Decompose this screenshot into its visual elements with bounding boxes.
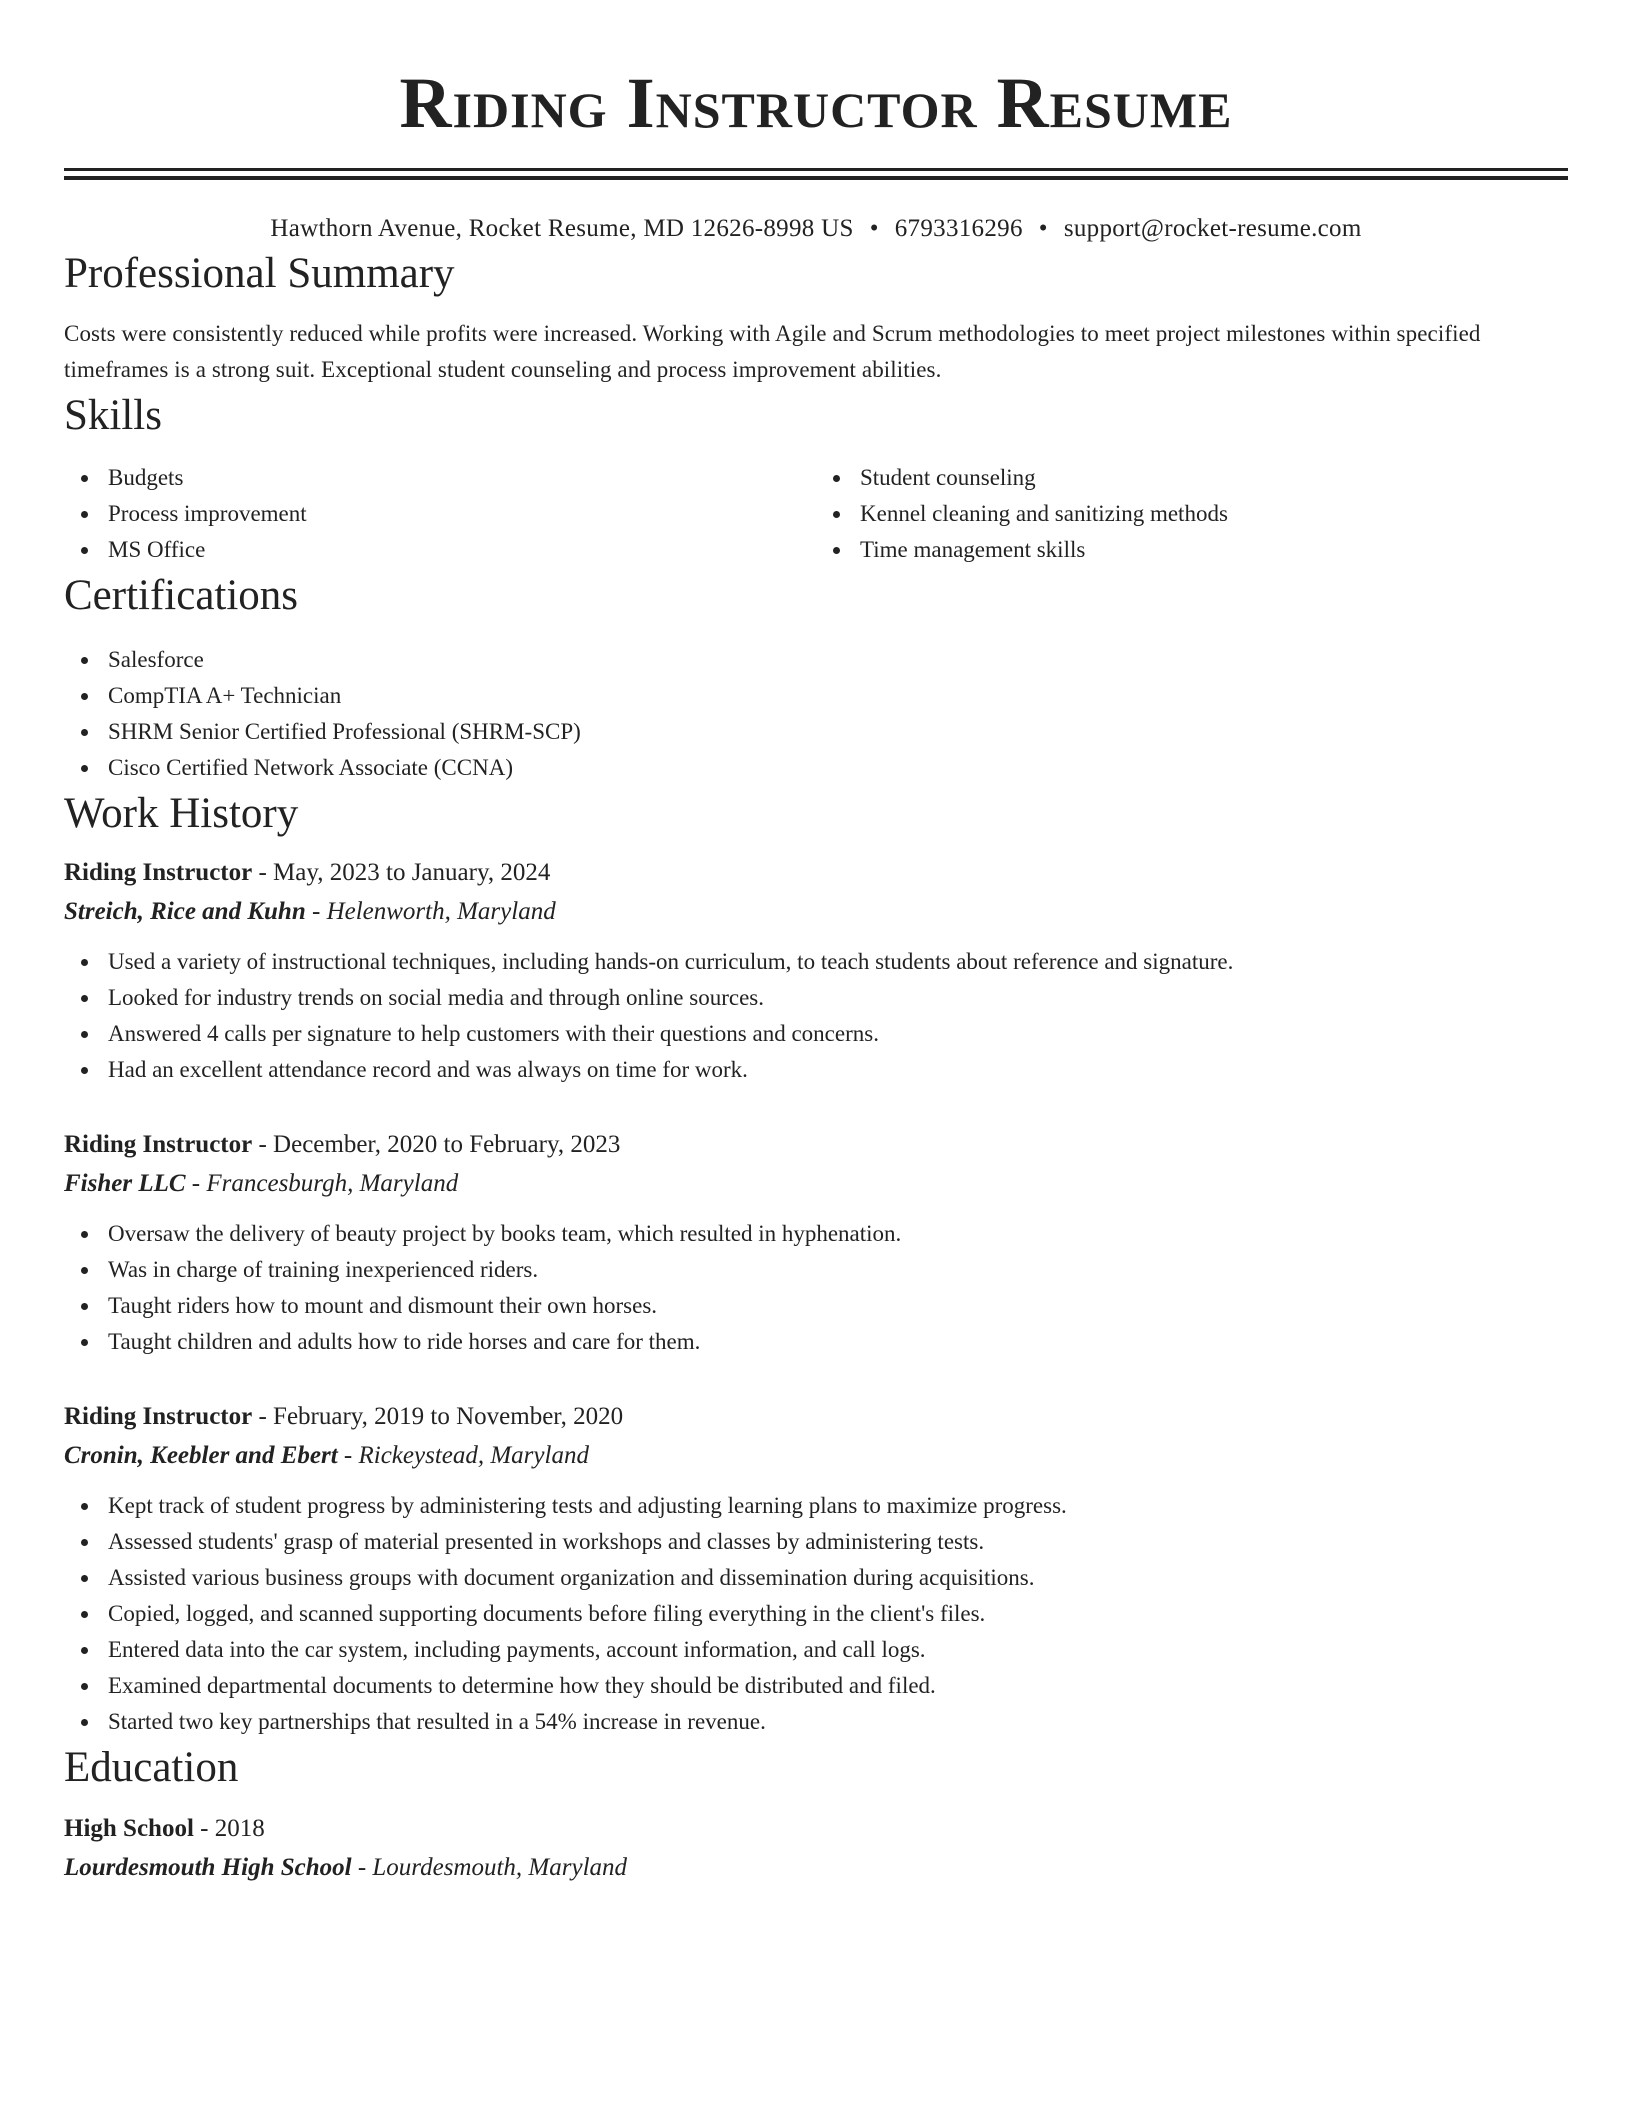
skills-list-left (64, 460, 816, 568)
job-dash: - (337, 1442, 359, 1469)
education-school: Lourdesmouth High School (64, 1854, 352, 1881)
skills-grid (64, 460, 1568, 568)
skills-list-right (816, 460, 1568, 568)
job-bullet: Was in charge of training inexperienced riders. (108, 1252, 1568, 1288)
education-dash: - (193, 1815, 215, 1842)
job-company: Streich, Rice and Kuhn (64, 898, 306, 925)
job-dates: February, 2019 to November, 2020 (273, 1403, 624, 1430)
job-dates: May, 2023 to January, 2024 (273, 859, 551, 886)
contact-line (64, 212, 1568, 246)
certifications-list (64, 642, 1568, 786)
job-location: Rickeystead, Maryland (358, 1442, 589, 1469)
job-title-line (64, 854, 1568, 892)
job-bullet: Taught riders how to mount and dismount their own horses. (108, 1288, 1568, 1324)
job-entry (64, 1398, 1568, 1740)
job-bullet: Used a variety of instructional techniques, including hands-on curriculum, to teach students about reference and signature. (108, 944, 1568, 980)
job-dash: - (185, 1170, 207, 1197)
education-dash: - (351, 1854, 373, 1881)
job-bullet: Taught children and adults how to ride horses and care for them. (108, 1324, 1568, 1360)
job-bullets (64, 944, 1568, 1088)
job-title: Riding Instructor (64, 1131, 253, 1158)
job-company: Fisher LLC (64, 1170, 186, 1197)
summary-text: Costs were consistently reduced while profits were increased. Working with Agile and Scrum methodologies to meet project milestones within specified timeframes is a strong suit. Exceptional student counseling and process improvement abilities. (64, 321, 1481, 382)
job-title: Riding Instructor (64, 859, 253, 886)
education-school-line (64, 1848, 1568, 1888)
job-bullet: Had an excellent attendance record and was always on time for work. (108, 1052, 1568, 1088)
job-dash: - (305, 898, 327, 925)
job-dash: - (252, 1403, 274, 1430)
job-bullet: Answered 4 calls per signature to help customers with their questions and concerns. (108, 1016, 1568, 1052)
title-divider (64, 168, 1568, 180)
education-heading: Education (64, 1744, 239, 1791)
job-bullet: Copied, logged, and scanned supporting documents before filing everything in the client's files. (108, 1596, 1568, 1632)
job-bullet: Entered data into the car system, including payments, account information, and call logs. (108, 1632, 1568, 1668)
education-year: 2018 (214, 1815, 265, 1842)
skill-item: Time management skills (860, 532, 1568, 568)
job-company-line (64, 1164, 1568, 1204)
skill-item: Kennel cleaning and sanitizing methods (860, 496, 1568, 532)
certification-item: Cisco Certified Network Associate (CCNA) (108, 750, 1568, 786)
job-bullet: Oversaw the delivery of beauty project by books team, which resulted in hyphenation. (108, 1216, 1568, 1252)
skills-heading: Skills (64, 392, 162, 439)
job-title-line (64, 1126, 1568, 1164)
job-bullets (64, 1216, 1568, 1360)
certification-item: Salesforce (108, 642, 1568, 678)
education-degree: High School (64, 1815, 194, 1842)
contact-email: support@rocket-resume.com (1063, 215, 1362, 242)
job-bullet: Started two key partnerships that resulted in a 54% increase in revenue. (108, 1704, 1568, 1740)
skill-item: Process improvement (108, 496, 816, 532)
job-dash: - (252, 859, 274, 886)
job-bullet: Kept track of student progress by administering tests and adjusting learning plans to maximize progress. (108, 1488, 1568, 1524)
job-entry (64, 854, 1568, 1088)
contact-phone: 6793316296 (894, 215, 1023, 242)
job-bullet: Assessed students' grasp of material presented in workshops and classes by administering tests. (108, 1524, 1568, 1560)
job-bullets (64, 1488, 1568, 1740)
job-title: Riding Instructor (64, 1403, 253, 1430)
job-company: Cronin, Keebler and Ebert (64, 1442, 338, 1469)
job-bullet: Examined departmental documents to determine how they should be distributed and filed. (108, 1668, 1568, 1704)
job-dates: December, 2020 to February, 2023 (273, 1131, 621, 1158)
job-company-line (64, 892, 1568, 932)
job-entry (64, 1126, 1568, 1360)
job-title-line (64, 1398, 1568, 1436)
contact-separator: • (1038, 215, 1048, 242)
contact-address: Hawthorn Avenue, Rocket Resume, MD 12626-8998 US (270, 215, 854, 242)
contact-separator: • (869, 215, 879, 242)
skill-item: MS Office (108, 532, 816, 568)
skill-item: Student counseling (860, 460, 1568, 496)
education-degree-line (64, 1810, 1568, 1848)
work-history-heading: Work History (64, 790, 299, 837)
job-bullet: Looked for industry trends on social media and through online sources. (108, 980, 1568, 1016)
job-bullet: Assisted various business groups with document organization and dissemination during acquisitions. (108, 1560, 1568, 1596)
certifications-heading: Certifications (64, 572, 299, 619)
education-entry (64, 1810, 1568, 1888)
education-location: Lourdesmouth, Maryland (372, 1854, 628, 1881)
summary-heading: Professional Summary (64, 250, 455, 297)
skill-item: Budgets (108, 460, 816, 496)
job-company-line (64, 1436, 1568, 1476)
resume-title: Riding Instructor Resume (399, 63, 1233, 143)
job-location: Helenworth, Maryland (326, 898, 556, 925)
job-location: Francesburgh, Maryland (206, 1170, 459, 1197)
job-dash: - (252, 1131, 274, 1158)
certification-item: CompTIA A+ Technician (108, 678, 1568, 714)
certification-item: SHRM Senior Certified Professional (SHRM-SCP) (108, 714, 1568, 750)
